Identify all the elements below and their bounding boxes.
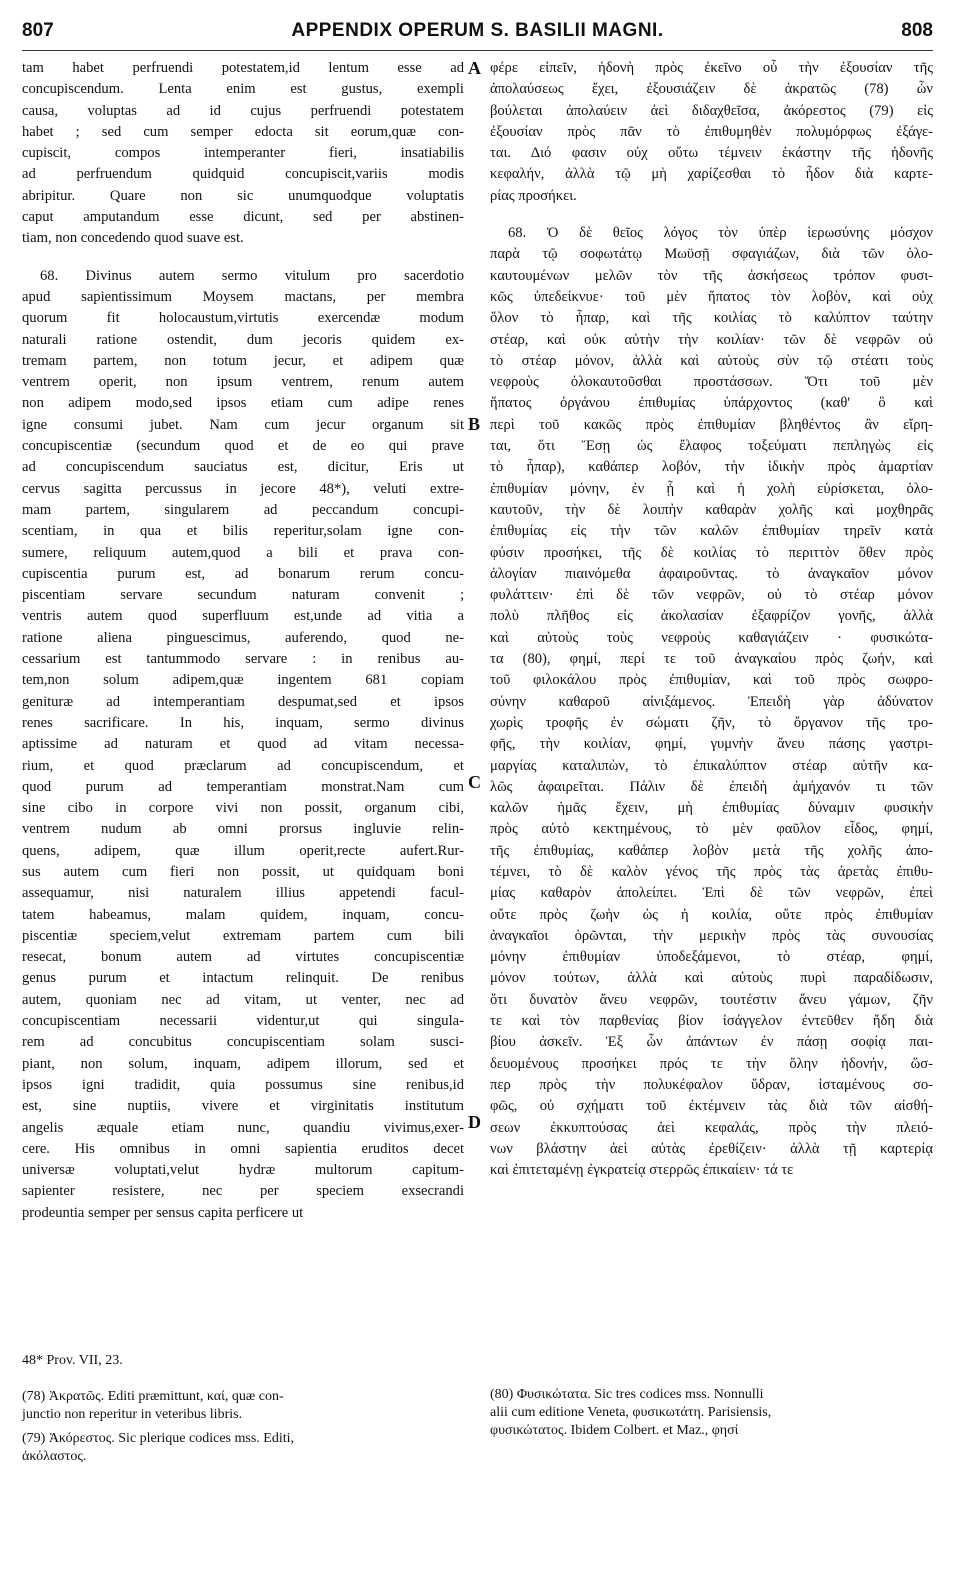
footnote-line: (78) Ἀκρατῶς. Editi præmittunt, καί, quæ con- [22, 1389, 284, 1404]
text-line: ται. Διό φασιν οὐχ οὕτω τέμνειν ἑκάστην τῆς ἡδονῆς [490, 145, 933, 162]
text-line: τὸ ἧπαρ), καθάπερ λοβόν, τὴν ἰδικὴν πρὸς ἁμαρτίαν [490, 459, 933, 476]
text-line: φέρε εἰπεῖν, ἡδονὴ πρὸς ἐκεῖνο οὗ τὴν ἐξουσίαν τῆς [490, 60, 933, 76]
text-line: οὔτε πρὸς ζωὴν ὡς ἡ κοιλία, οὔτε πρὸς ἐπιθυμίαν [490, 906, 933, 923]
text-line: cere. His omnibus in omni sapientia eruditos decet [22, 1140, 464, 1157]
text-line: tatem habeamus, malam quidem, inquam, concu- [22, 906, 464, 923]
text-line: μόνην ἐπιθυμίαν ὑποδεξάμενοι, τὸ στέαρ, φημί, [490, 949, 933, 966]
text-line: resecat, bonum autem ad virtutes concupiscentiæ [22, 949, 464, 966]
text-line: χωρὶς τροφῆς ἐν σώματι ζῆν, τὸ ὄργανον τῆς τρο- [490, 714, 933, 731]
text-line: tremam partem, non totum jecur, et adipem quæ [22, 352, 464, 369]
text-line: πρὸς αὐτὸ κεκτημένους, τὸ μὲν φαῦλον εἶδος, φημί, [490, 821, 933, 838]
text-line: rium, et quod præclarum ad concupiscendum, et [22, 757, 464, 774]
text-line: παρὰ τῷ σοφωτάτῳ Μωϋσῇ σφαγιάζων, διὰ τῶν ὁλο- [490, 246, 933, 263]
text-line: ὅλον τὸ ἧπαρ, καὶ τῆς κοιλίας τὸ καλύπτον ταύτην [490, 310, 933, 327]
footnote-line: (79) Ἀκόρεστος. Sic plerique codices mss. Editi, [22, 1431, 295, 1446]
text-line: ἀπολαύσεως ἔχει, ἐξουσιάζειν δὲ ἀκρατῶς (78) ὧν [490, 81, 933, 98]
text-line: quorum fit holocaustum,virtutis exercendæ modum [22, 310, 464, 327]
text-line: ventrem operit, non ipsum ventrem, renum autem [22, 374, 464, 391]
text-line: apud sapientissimum Moysem mactans, per membra [22, 288, 464, 305]
text-line: καὶ ἐπιτεταμένῃ ἐγκρατείᾳ στερρῶς ἐπικαίειν· τά τε [490, 1162, 794, 1179]
text-line: genus purum et intactum relinquit. De renibus [22, 970, 464, 987]
text-line: κεφαλήν, ἀλλὰ τῷ μὴ χαρίζεσθαι τὸ ἧδον διὰ καρτε- [490, 166, 933, 183]
text-line: βούλεται ἀπολαύειν ἀεὶ διδαχθεῖσα, ἀκόρεστος (79) εἰς [490, 102, 933, 119]
text-line: ἐπιθυμίαν μόνην, ἐν ᾗ καὶ ἡ χολὴ εὑρίσκεται, ὁλο- [490, 480, 933, 497]
text-line: quod purum ad temperantiam monstrat.Nam cum [22, 778, 464, 795]
text-line: μόνον τούτων, ἀλλὰ καὶ αὐτοὺς πυρὶ παραδίδωσιν, [490, 970, 933, 987]
text-line: μίας καθαρὸν ἀπολείπει. Ἐπὶ δὲ τῶν νεφρῶν, ἐπεὶ [490, 885, 933, 902]
footnotes-right [490, 1386, 933, 1446]
text-line: ρίας προσήκει. [490, 187, 577, 204]
text-line: mam partem, singularem ad peccandum concupi- [22, 501, 464, 518]
text-line: καυτοῦν, τὴν δὲ λοιπὴν καθαρὰν χολῆς καὶ μοχθηρᾶς [490, 501, 933, 518]
text-line: πολὺ πλῆθος εἰς ἀκολασίαν ἐξαφρίζον γονῆς, ἀλλὰ [490, 608, 933, 625]
page-number-right: 808 [901, 20, 933, 41]
text-line: ipsos igni tradidit, quia possumus sine renibus,id [22, 1076, 464, 1093]
text-line: τέμνει, τὸ δὲ καλὸν γένος τῆς πρὸς τὰς ἀρετὰς ἐπιθυ- [490, 863, 933, 880]
text-line: ἀναγκαῖοι ὁρῶνται, τὴν μερικὴν πρὸς τὰς συνουσίας [490, 927, 933, 944]
text-line: ventris autem quod superfluum est,unde ad vitia a [22, 608, 464, 625]
page-number-left: 807 [22, 20, 54, 41]
text-line: non adipem modo,sed ipsos etiam cum adipe renes [22, 395, 464, 412]
text-line: τὸ στέαρ μόνον, ἀλλὰ καὶ αὐτοὺς σὺν τῷ στέατι τοὺς [490, 352, 933, 369]
text-line: τοῦ φιλοκάλου πρὸς ἐπιθυμίαν, καὶ τοῦ πρὸς σωφρο- [490, 672, 933, 689]
text-line: cupiscit, compos intemperanter fieri, insatiabilis [22, 145, 464, 162]
footnote-80 [490, 1386, 933, 1440]
text-line: sus autem cum fieri non possit, ut quidquam boni [22, 863, 464, 880]
text-line: autem, quoniam nec ad vitam, ut venter, nec ad [22, 991, 464, 1008]
text-line: ad perfruendum quidquid concupiscit,variis modis [22, 166, 464, 183]
text-line: ἥπατος ὀργάνου ἐπιθυμίας ὑπάρχοντος (καθ' ὃ καὶ [490, 395, 933, 412]
margin-letter-b: B [468, 414, 481, 434]
text-line: tem,non solum adipem,quæ ingentem 681 copiam [22, 672, 464, 689]
text-line: ἐπιθυμίας εἰς τὴν τῶν καλῶν ἐπιθυμίαν τηρεῖν κατὰ [490, 523, 933, 540]
text-line: κῶς ὑπεδείκνυε· τοῦ μὲν ἥπατος τὸν λοβὸν, καὶ οὐχ [490, 288, 933, 305]
text-line: abripitur. Quare non sic unumquodque voluptatis [22, 187, 464, 204]
text-line: rem ad concubitus concupiscentiam solam susci- [22, 1034, 464, 1051]
text-line: καὶ αὐτοὺς τοὺς νεφροὺς καθαγιάζειν · φυσικώτα- [490, 629, 933, 646]
text-line: λῶς ἀφαιρεῖται. Πάλιν δὲ ἐπειδὴ ἀμήχανόν τι τῶν [490, 778, 933, 795]
text-line: περὶ τοῦ κακῶς πρὸς ἐπιθυμίαν βληθέντος ἂν εἴρη- [490, 416, 933, 433]
text-line: sine cibo in corpore vivi non possit, organum cibi, [22, 800, 464, 817]
text-line: τῆς ἐπιθυμίας, καθάπερ λοβὸν μετὰ τῆς χολῆς ἀπο- [490, 842, 933, 859]
footnote-line: junctio non reperitur in veteribus libris. [22, 1407, 243, 1422]
text-line: caput amputandum esse dicunt, sed per abstinen- [22, 209, 464, 226]
footnote-79 [22, 1430, 464, 1466]
text-line: concupiscendum. Lenta enim est gustus, exempli [22, 81, 464, 98]
text-line: quens, adipem, quæ illum operit,recte aufert.Rur- [22, 842, 464, 859]
greek-column [490, 58, 933, 1181]
text-line: στέαρ, καὶ οὐκ αὐτὴν τὴν κοιλίαν· τῶν δὲ νεφρῶν οὐ [490, 331, 933, 348]
running-title: APPENDIX OPERUM S. BASILII MAGNI. [291, 20, 664, 41]
text-line: φῆς, τὴν κοιλίαν, φημί, γυμνὴν ἄνευ πάσης γαστρι- [490, 736, 933, 753]
text-line: aptissime ad naturam et quod ad vitam necessa- [22, 736, 464, 753]
text-line: φύσιν προσήκει, τῆς δὲ κοιλίας τὸ περιττὸν ὅθεν πρὸς [490, 544, 933, 561]
text-line: ratione aliena pinguescimus, auferendo, quod ne- [22, 629, 464, 646]
text-line: νεφροὺς ὁλοκαυτοῦσθαι προστάσσων. Ὅτι τοῦ μὲν [490, 374, 933, 391]
text-line: habet ; sed cum semper edocta sit eorum,quæ con- [22, 123, 464, 140]
text-line: περ πρὸς τὴν πολυκέφαλον ὕδραν, ἱσταμένους σο- [490, 1076, 933, 1093]
margin-letter-c: C [468, 772, 481, 792]
text-line: tiam, non concedendo quod suave est. [22, 230, 244, 247]
text-line: sapienter resistere, nec per speciem exsecrandi [22, 1183, 464, 1200]
text-line: piant, non solum, inquam, adipem illorum, sed et [22, 1055, 464, 1072]
text-line: φῶς, οὐ σχήματι τοῦ ἐκτέμνειν τὰς διὰ τῶν αἰσθή- [490, 1098, 933, 1115]
latin-column [22, 58, 464, 1224]
footnote-scripture: 48* Prov. VII, 23. [22, 1353, 123, 1368]
text-line: cessarium est tantummodo servare : in renibus au- [22, 651, 464, 668]
text-line: piscentiam servare secundum naturam convenit ; [22, 587, 464, 604]
text-line: φυλάττειν· ἐπὶ δὲ τῶν νεφρῶν, οὐ τὸ στέαρ μόνον [490, 587, 933, 604]
text-line: cupiscentia purum est, ad bonarum rerum concu- [22, 565, 464, 582]
margin-letter-d: D [468, 1112, 481, 1132]
text-line: angelis æquale etiam nunc, quandiu vivimus,exer- [22, 1119, 464, 1136]
text-line: σύνην καθαροῦ αἰνιξάμενος. Ἐπειδὴ γὰρ ἀδύνατον [490, 693, 933, 710]
text-line: νων βλάστην ἀεὶ αὐτὰς ἐρεθίζειν· ἀλλὰ τῇ καρτερίᾳ [490, 1140, 933, 1157]
text-line: est, sine nuptiis, vivere et virginitatis institutum [22, 1098, 464, 1115]
text-line: causa, voluptas ad id cujus perfruendi potestatem [22, 102, 464, 119]
text-line: ἀλογίαν πιαινόμεθα ἀφαιροῦντας. τὸ ἀναγκαῖον μόνον [490, 565, 933, 582]
text-line: ad concupiscendum sauciatus est, dicitur, Eris ut [22, 459, 464, 476]
text-line: ὅτι δυνατὸν ἄνευ νεφρῶν, τουτέστιν ἄνευ γάμων, ζῆν [490, 991, 933, 1008]
text-line: καλῶν ἡμᾶς ἔχειν, μὴ ἐπιθυμίας δύναμιν φυσικὴν [490, 800, 933, 817]
text-line: καυτουμένων μελῶν τὸν τῆς ἀσκήσεως τρόπον φυσι- [490, 267, 933, 284]
text-line: naturali ratione ostendit, dum jecoris quidem ex- [22, 331, 464, 348]
page-header [22, 16, 933, 51]
text-line: δευομένους προσήκει πρός τε τὴν ὅλην ἡδονήν, ὥσ- [490, 1055, 933, 1072]
text-line: prodeuntia semper per sensus capita perficere ut [22, 1204, 304, 1221]
text-line: concupiscentiam necessarii videntur,ut qui singula- [22, 1013, 464, 1030]
text-line: igne consumi jubet. Nam cum jecur organum sit [22, 416, 464, 433]
text-line: genituræ ad intemperantiam despumat,sed et ipsos [22, 693, 464, 710]
text-line: ἐξουσίαν πρὸς πᾶν τὸ ἐπιθυμηθὲν πολυμόρφως ἐξάγε- [490, 123, 933, 140]
text-line: tam habet perfruendi potestatem,id lentum esse ad [22, 60, 464, 76]
margin-letter-a: A [468, 58, 481, 78]
text-line: ται, ὅτι Ἔσῃ ὡς ἔλαφος τοξεύματι πεπληγὼς εἰς [490, 438, 933, 455]
text-line: βίου ἀσκεῖν. Ἐξ ὧν ἁπάντων ἐν πάσῃ σοφίᾳ παι- [490, 1034, 933, 1051]
text-line: ventrem nudum ab omni prorsus ingluvie relin- [22, 821, 464, 838]
footnote-line: (80) Φυσικώτατα. Sic tres codices mss. Nonnulli [490, 1387, 764, 1402]
text-line: renes sacrificare. In his, inquam, sermo divinus [22, 714, 464, 731]
text-line: universæ voluptati,velut hydræ multorum capitum- [22, 1162, 464, 1179]
footnote-line: φυσικώτατος. Ibidem Colbert. et Maz., φησί [490, 1423, 739, 1438]
text-line: 68. Ὁ δὲ θεῖος λόγος τὸν ὑπὲρ ἱερωσύνης μόσχον [508, 225, 933, 242]
text-line: τα (80), φημί, περί τε τοῦ ἀναγκαίου πρὸς ζωήν, καὶ [490, 651, 933, 668]
footnotes-left [22, 1352, 464, 1472]
footnote-line: alii cum editione Veneta, φυσικωτάτη. Parisiensis, [490, 1405, 772, 1420]
text-line: μαργίας καταλιπὼν, τὸ ἐπικαλύπτον στέαρ αὐτῆν κα- [490, 757, 933, 774]
text-line: 68. Divinus autem sermo vitulum pro sacerdotio [40, 267, 464, 284]
text-line: assequamur, nisi naturalem illius appetendi facul- [22, 885, 464, 902]
text-line: σεων ἐκκυπτούσας ἀεὶ κεφαλάς, πρὸς τὴν πλειό- [490, 1119, 933, 1136]
footnote-line: ἀκόλαστος. [22, 1449, 87, 1464]
text-line: sumere, reliquum autem,quod a bili et prava con- [22, 544, 464, 561]
text-line: cervus sagitta percussus in jecore 48*), veluti extre- [22, 480, 464, 497]
footnote-78 [22, 1388, 464, 1424]
text-line: τε καὶ τὸν παρθενίας βίον ἰσάγγελον ἐντεῦθεν ἤδη διὰ [490, 1013, 933, 1030]
text-line: piscentiæ speciem,velut extremam partem cum bili [22, 927, 464, 944]
text-line: scentiam, in qua et bilis reperitur,solam igne con- [22, 523, 464, 540]
text-line: concupiscentiæ (secundum quod et de eo qui prave [22, 438, 464, 455]
